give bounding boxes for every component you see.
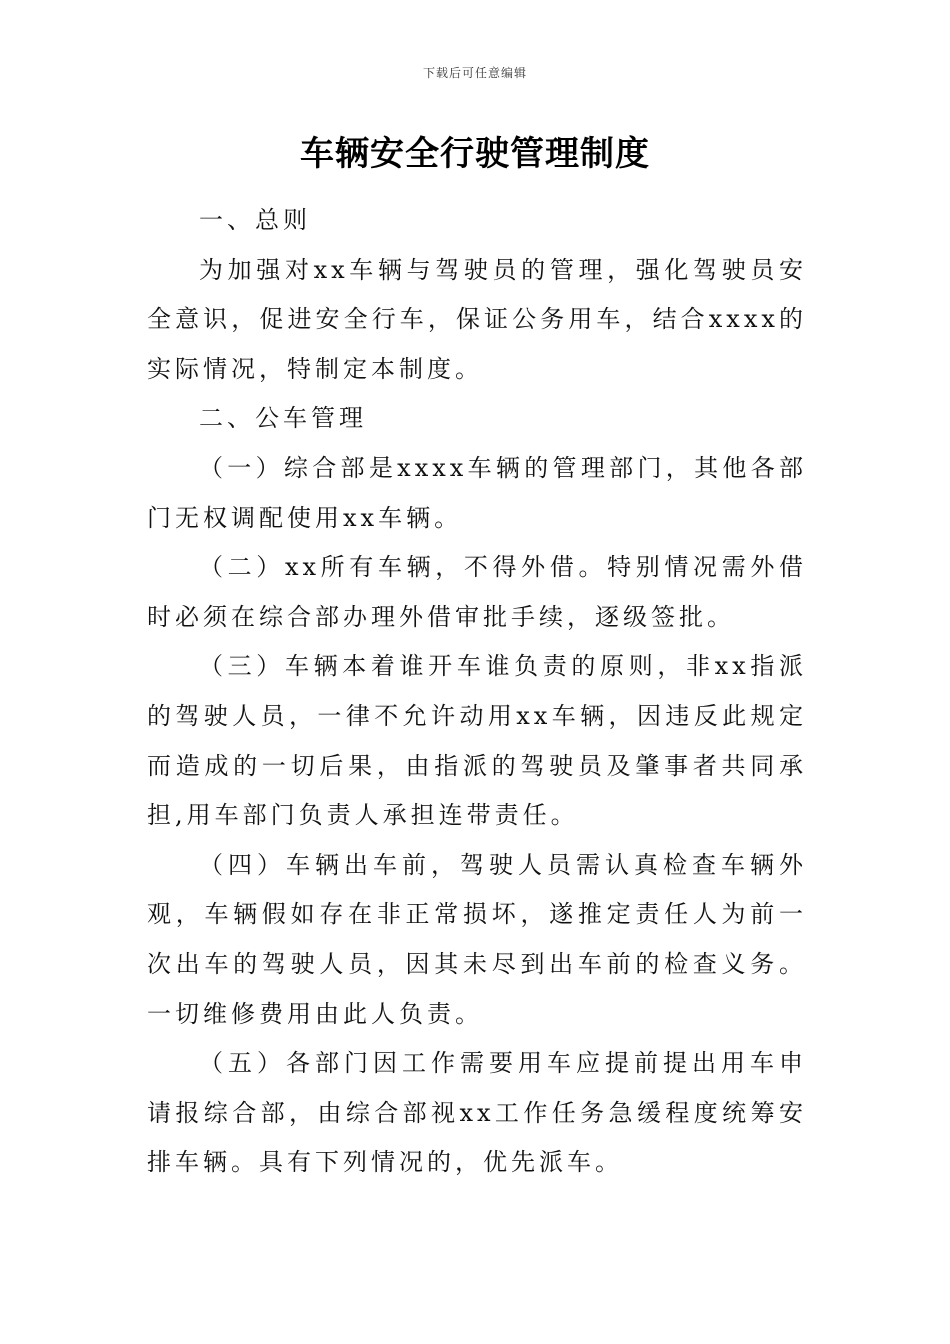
document-title: 车辆安全行驶管理制度 <box>300 134 650 174</box>
section-heading-general: 一、总则 <box>199 206 311 234</box>
paragraph-item-4: （四）车辆出车前，驾驶人员需认真检查车辆外观，车辆假如存在非正常损坏，遂推定责任人为前一次出车的驾驶人员，因其未尽到出车前的检查义务。一切维修费用由此人负责。 <box>147 850 807 1028</box>
document-body <box>147 196 807 1188</box>
paragraph-purpose: 为加强对xx车辆与驾驶员的管理，强化驾驶员安全意识，促进安全行车，保证公务用车，结合xxxx的实际情况，特制定本制度。 <box>147 255 807 383</box>
header-note: 下载后可任意编辑 <box>422 66 527 80</box>
paragraph-item-5: （五）各部门因工作需要用车应提前提出用车申请报综合部，由综合部视xx工作任务急缓程度统筹安排车辆。具有下列情况的，优先派车。 <box>147 1049 807 1177</box>
section-heading-vehicle-management: 二、公车管理 <box>199 404 367 433</box>
paragraph-item-2: （二）xx所有车辆，不得外借。特别情况需外借时必须在综合部办理外借审批手续，逐级签批。 <box>147 553 807 631</box>
paragraph-item-3: （三）车辆本着谁开车谁负责的原则，非xx指派的驾驶人员，一律不允许动用xx车辆，因违反此规定而造成的一切后果，由指派的驾驶员及肇事者共同承担,用车部门负责人承担连带责任。 <box>147 652 807 830</box>
paragraph-item-1: （一）综合部是xxxx车辆的管理部门，其他各部门无权调配使用xx车辆。 <box>147 453 807 532</box>
